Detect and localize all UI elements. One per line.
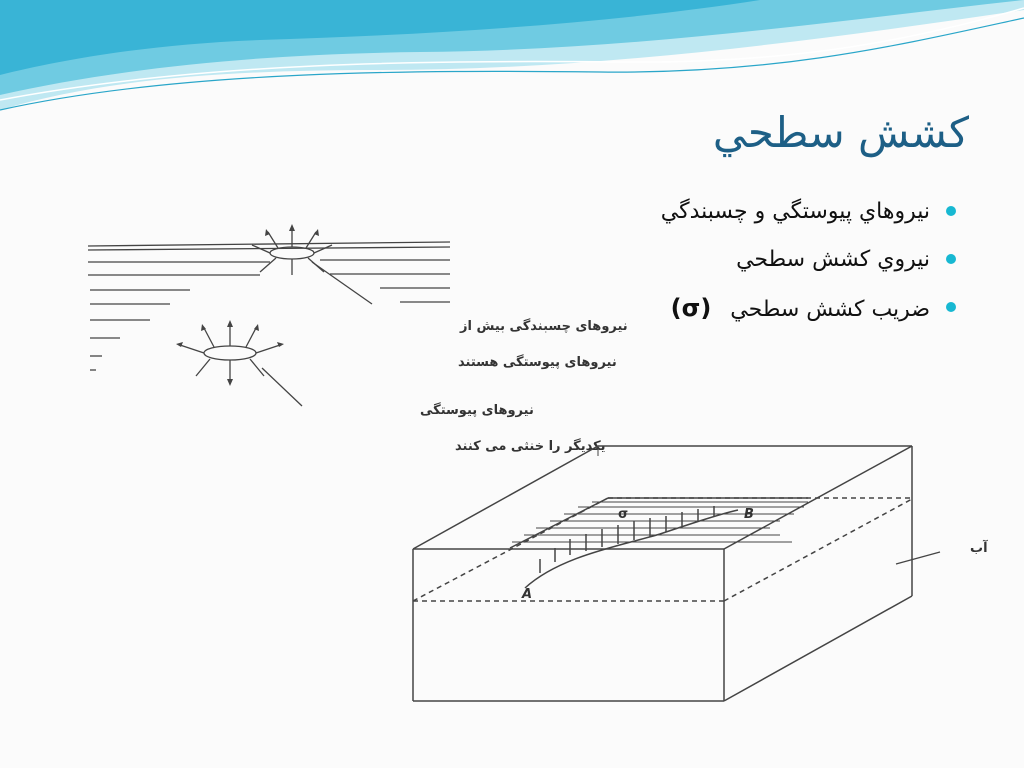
bullet-text: نيروي کشش سطحي bbox=[736, 247, 930, 272]
bullet-item bbox=[436, 192, 956, 240]
cohesion-label-line1: نیروهای پیوستگی bbox=[420, 403, 534, 418]
adhesion-label-line2: نیروهای پیوستگی هستند bbox=[458, 355, 617, 370]
sigma-figure-label: σ bbox=[618, 507, 629, 522]
slide-title: کشش سطحي bbox=[712, 108, 969, 157]
point-b-label: B bbox=[744, 507, 754, 522]
bullet-dot-icon bbox=[946, 206, 956, 216]
bullet-text: ضريب کشش سطحي bbox=[730, 297, 930, 322]
bullet-list bbox=[436, 192, 956, 336]
bullet-dot-icon bbox=[946, 302, 956, 312]
sigma-symbol: (σ) bbox=[670, 294, 712, 322]
water-tank-diagram bbox=[400, 436, 1000, 716]
cohesion-label-line2: یکدیگر را خنثی می کنند bbox=[455, 439, 606, 454]
bullet-text: نيروهاي پيوستگي و چسبندگي bbox=[660, 199, 930, 224]
bullet-dot-icon bbox=[946, 254, 956, 264]
point-a-label: A bbox=[522, 587, 533, 602]
bullet-item bbox=[436, 240, 956, 288]
adhesion-label-line1: نیروهای چسبندگی بیش از bbox=[460, 319, 628, 334]
water-label: آب bbox=[970, 541, 988, 556]
